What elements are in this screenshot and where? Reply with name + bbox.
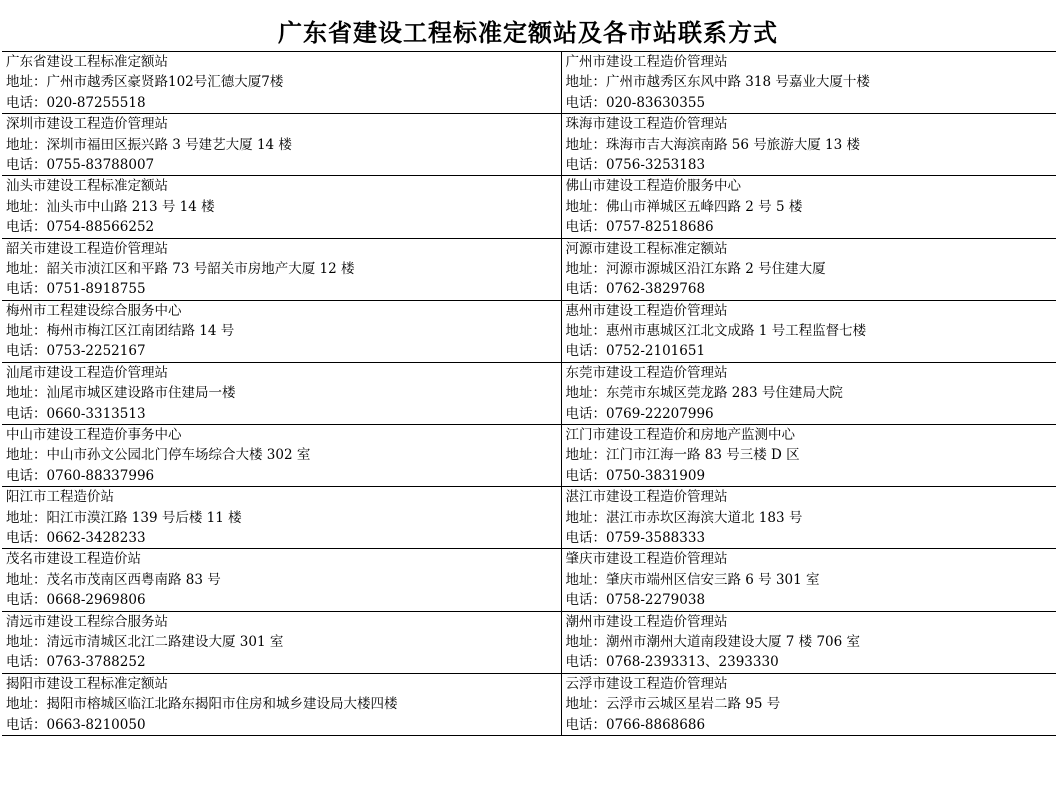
station-phone: 电话：0760-88337996 <box>6 467 155 484</box>
station-name: 揭阳市建设工程标准定额站 <box>6 675 168 692</box>
contact-cell-right <box>561 176 1056 238</box>
contact-cell-right <box>561 611 1056 673</box>
station-name: 阳江市工程造价站 <box>6 489 114 506</box>
page-title: 广东省建设工程标准定额站及各市站联系方式 <box>278 18 778 47</box>
station-phone: 电话：020-83630355 <box>565 94 706 111</box>
table-row <box>2 425 1056 487</box>
station-name: 广东省建设工程标准定额站 <box>6 54 168 70</box>
contact-cell-left <box>2 52 561 114</box>
station-address: 地址：韶关市浈江区和平路 73 号韶关市房地产大厦 12 楼 <box>6 260 355 277</box>
station-name: 佛山市建设工程造价服务中心 <box>565 178 741 195</box>
contact-cell-right <box>561 362 1056 424</box>
station-name: 东莞市建设工程造价管理站 <box>565 364 728 381</box>
contact-cell-left <box>2 487 561 549</box>
station-address: 地址：江门市江海一路 83 号三楼 D 区 <box>565 447 800 464</box>
station-address: 地址：广州市越秀区东风中路 318 号嘉业大厦十楼 <box>565 74 870 91</box>
station-address: 地址：东莞市东城区莞龙路 283 号住建局大院 <box>565 385 843 402</box>
contact-cell-right <box>561 238 1056 300</box>
station-address: 地址：茂名市茂南区西粤南路 83 号 <box>6 571 221 588</box>
table-row <box>2 673 1056 735</box>
station-name: 清远市建设工程综合服务站 <box>6 613 168 630</box>
station-name: 云浮市建设工程造价管理站 <box>565 675 728 692</box>
contact-cell-right <box>561 425 1056 487</box>
station-phone: 电话：0768-2393313、2393330 <box>565 654 779 671</box>
station-address: 地址：汕头市中山路 213 号 14 楼 <box>6 198 215 215</box>
station-address: 地址：汕尾市城区建设路市住建局一楼 <box>6 385 236 402</box>
station-name: 中山市建设工程造价事务中心 <box>6 427 182 444</box>
station-phone: 电话：0757-82518686 <box>565 219 714 236</box>
station-name: 珠海市建设工程造价管理站 <box>565 116 728 133</box>
table-row <box>2 549 1056 611</box>
station-phone: 电话：0662-3428233 <box>6 529 146 546</box>
station-address: 地址：梅州市梅江区江南团结路 14 号 <box>6 323 235 340</box>
station-name: 惠州市建设工程造价管理站 <box>565 302 728 319</box>
contacts-table-body <box>2 52 1056 736</box>
station-name: 广州市建设工程造价管理站 <box>565 54 728 70</box>
contact-cell-right <box>561 52 1056 114</box>
contacts-table <box>2 51 1056 736</box>
contact-cell-left <box>2 549 561 611</box>
station-address: 地址：河源市源城区沿江东路 2 号住建大厦 <box>565 260 826 277</box>
station-phone: 电话：0759-3588333 <box>565 529 706 546</box>
station-phone: 电话：0750-3831909 <box>565 467 706 484</box>
station-name: 江门市建设工程造价和房地产监测中心 <box>565 427 795 444</box>
station-address: 地址：惠州市惠城区江北文成路 1 号工程监督七楼 <box>565 323 867 340</box>
station-phone: 电话：0663-8210050 <box>6 716 146 733</box>
station-address: 地址：佛山市禅城区五峰四路 2 号 5 楼 <box>565 198 803 215</box>
station-address: 地址：云浮市云城区星岩二路 95 号 <box>565 696 781 713</box>
contact-cell-left <box>2 425 561 487</box>
station-phone: 电话：0754-88566252 <box>6 219 155 236</box>
station-phone: 电话：0758-2279038 <box>565 592 706 609</box>
contact-cell-right <box>561 673 1056 735</box>
station-address: 地址：深圳市福田区振兴路 3 号建艺大厦 14 楼 <box>6 136 292 153</box>
contact-cell-right <box>561 114 1056 176</box>
station-phone: 电话：0751-8918755 <box>6 281 146 298</box>
table-row <box>2 114 1056 176</box>
station-name: 梅州市工程建设综合服务中心 <box>6 302 182 319</box>
station-name: 湛江市建设工程造价管理站 <box>565 489 728 506</box>
station-phone: 电话：0762-3829768 <box>565 281 706 298</box>
contact-cell-left <box>2 300 561 362</box>
table-row <box>2 487 1056 549</box>
station-phone: 电话：0668-2969806 <box>6 592 146 609</box>
station-name: 肇庆市建设工程造价管理站 <box>565 551 728 568</box>
station-address: 地址：肇庆市端州区信安三路 6 号 301 室 <box>565 571 820 588</box>
contact-cell-left <box>2 114 561 176</box>
station-phone: 电话：0769-22207996 <box>565 405 714 422</box>
station-phone: 电话：0756-3253183 <box>565 156 706 173</box>
station-name: 茂名市建设工程造价站 <box>6 551 141 568</box>
table-row <box>2 362 1056 424</box>
station-name: 汕尾市建设工程造价管理站 <box>6 364 168 381</box>
station-name: 韶关市建设工程造价管理站 <box>6 240 168 257</box>
station-phone: 电话：0766-8868686 <box>565 716 706 733</box>
station-phone: 电话：020-87255518 <box>6 94 146 111</box>
station-phone: 电话：0753-2252167 <box>6 343 146 360</box>
contact-cell-left <box>2 362 561 424</box>
station-address: 地址：潮州市潮州大道南段建设大厦 7 楼 706 室 <box>565 633 861 650</box>
station-name: 汕头市建设工程标准定额站 <box>6 178 168 195</box>
table-row <box>2 52 1056 114</box>
station-name: 潮州市建设工程造价管理站 <box>565 613 728 630</box>
contact-cell-left <box>2 673 561 735</box>
contact-cell-left <box>2 238 561 300</box>
table-row <box>2 300 1056 362</box>
station-address: 地址：广州市越秀区豪贤路102号汇德大厦7楼 <box>6 74 284 91</box>
station-name: 深圳市建设工程造价管理站 <box>6 116 168 133</box>
station-phone: 电话：0763-3788252 <box>6 654 146 671</box>
contact-cell-right <box>561 487 1056 549</box>
table-row <box>2 611 1056 673</box>
contact-cell-right <box>561 549 1056 611</box>
station-name: 河源市建设工程标准定额站 <box>565 240 728 257</box>
station-address: 地址：揭阳市榕城区临江北路东揭阳市住房和城乡建设局大楼四楼 <box>6 696 398 713</box>
station-address: 地址：阳江市漠江路 139 号后楼 11 楼 <box>6 509 242 526</box>
station-address: 地址：中山市孙文公园北门停车场综合大楼 302 室 <box>6 447 311 464</box>
contact-cell-left <box>2 611 561 673</box>
station-address: 地址：清远市清城区北江二路建设大厦 301 室 <box>6 633 284 650</box>
station-address: 地址：湛江市赤坎区海滨大道北 183 号 <box>565 509 803 526</box>
table-row <box>2 176 1056 238</box>
contact-cell-right <box>561 300 1056 362</box>
station-phone: 电话：0660-3313513 <box>6 405 146 422</box>
contact-cell-left <box>2 176 561 238</box>
table-row <box>2 238 1056 300</box>
station-phone: 电话：0755-83788007 <box>6 156 155 173</box>
station-address: 地址：珠海市吉大海滨南路 56 号旅游大厦 13 楼 <box>565 136 861 153</box>
station-phone: 电话：0752-2101651 <box>565 343 706 360</box>
